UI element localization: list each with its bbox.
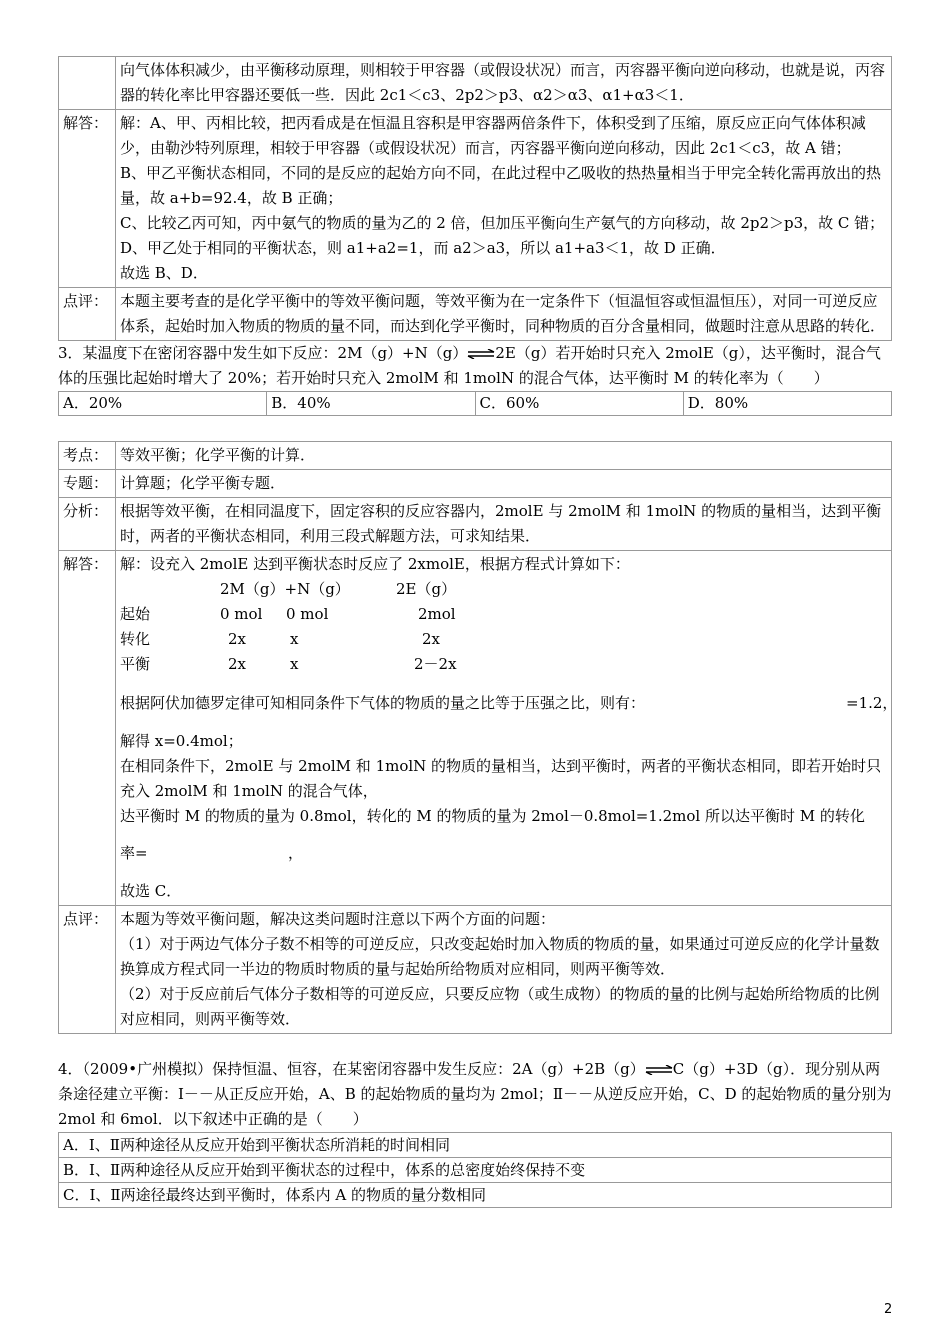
jieda-label: 解答： (59, 551, 116, 906)
initial-m: 0 mol (220, 605, 263, 623)
q3-stem-a: 3．某温度下在密闭容器中发生如下反应：2M（g）+N（g） (58, 344, 468, 362)
comment-content: 本题主要考查的是化学平衡中的等效平衡问题，等效平衡为在一定条件下（恒温恒容或恒温恒压），对同一可逆反应体系，起始时加入物质的物质的量不同，而达到化学平衡时，同种物质的百分含量相同，做题时注意从思路的转化． (116, 288, 892, 341)
solve-line: 解得 x=0.4mol； (120, 732, 243, 750)
equilibrium-m: 2x (228, 655, 247, 673)
dianping-content (116, 906, 892, 1034)
page-number: 2 (884, 1302, 893, 1317)
q2-solution-table (58, 56, 892, 341)
initial-e: 2mol (418, 605, 456, 623)
q4-option-c[interactable]: C．Ⅰ、Ⅱ两途径最终达到平衡时，体系内 A 的物质的量分数相同 (59, 1183, 892, 1208)
kaodian-label: 考点： (59, 442, 116, 470)
dianping-line-intro: 本题为等效平衡问题，解决这类问题时注意以下两个方面的问题： (120, 910, 556, 928)
answer-choice: 故选 B、D． (120, 264, 208, 282)
fenxi-label: 分析： (59, 498, 116, 551)
row-name-equilibrium: 平衡 (120, 655, 151, 673)
kaodian-content: 等效平衡；化学平衡的计算． (116, 442, 892, 470)
q4-stem-a: 4．（2009•广州模拟）保持恒温、恒容，在某密闭容器中发生反应：2A（g）+2B（g） (58, 1060, 645, 1078)
jieda-content (116, 551, 898, 906)
eq-reactants: 2M（g）+N（g） (220, 580, 350, 598)
row-name-change: 转化 (120, 630, 151, 648)
q3-option-b[interactable]: B．40% (267, 392, 475, 416)
page-content (58, 56, 898, 1208)
choose-line: 故选 C． (120, 882, 182, 900)
q4-option-b[interactable]: B．Ⅰ、Ⅱ两种途径从反应开始到平衡状态的过程中，体系的总密度始终保持不变 (59, 1158, 892, 1183)
zhuanti-label: 专题： (59, 470, 116, 498)
avogadro-line (120, 677, 898, 729)
three-stage-table (120, 577, 887, 677)
rate-text: 率= (120, 844, 148, 862)
q3-option-d[interactable]: D．80% (683, 392, 891, 416)
q4-options (58, 1132, 892, 1208)
q3-stem-b: 2E（g）若开始时只充入 2molE（g），达平衡时，混合气体的压强比起始时增大了 20%；若开始时只充入 2molM 和 1molN 的混合气体，达平衡时 M 的转化率为（ ） (58, 344, 881, 387)
avogadro-text: 根据阿伏加德罗定律可知相同条件下气体的物质的量之比等于压强之比，则有： (120, 694, 646, 712)
equilibrium-n: x (290, 655, 299, 673)
q3-stem (58, 341, 892, 391)
row-name-initial: 起始 (120, 605, 151, 623)
initial-n: 0 mol (286, 605, 329, 623)
answer-label: 解答： (59, 110, 116, 288)
blank-label (59, 57, 116, 110)
ratio-value: =1.2， (846, 694, 898, 712)
answer-line-b: B、甲乙平衡状态相同，不同的是反应的起始方向不同，在此过程中乙吸收的热热量相当于甲完全转化需再放出的热量，故 a+b=92.4，故 B 正确； (120, 164, 882, 207)
q3-solution-table (58, 441, 898, 1034)
jieda-intro: 解：设充入 2molE 达到平衡状态时反应了 2xmolE，根据方程式计算如下： (120, 555, 630, 573)
dianping-line-2: （2）对于反应前后气体分子数相等的可逆反应，只要反应物（或生成物）的物质的量的比例与起始所给物质的比例对应相同，则两平衡等效． (120, 985, 880, 1028)
q3-option-a[interactable]: A．20% (59, 392, 267, 416)
analysis-continuation: 向气体体积减少，由平衡移动原理，则相较于甲容器（或假设状况）而言，丙容器平衡向逆向移动，也就是说，丙容器的转化率比甲容器还要低一些．因此 2c1＜c3、2p2＞p3、α2＞α3、α1+α3＜1． (116, 57, 892, 110)
reach-line: 达平衡时 M 的物质的量为 0.8mol，转化的 M 的物质的量为 2mol－0.8mol=1.2mol 所以达平衡时 M 的转化 (120, 807, 865, 825)
same-condition-line: 在相同条件下，2molE 与 2molM 和 1molN 的物质的量相当，达到平衡时，两者的平衡状态相同，即若开始时只充入 2molM 和 1molN 的混合气体， (120, 757, 882, 800)
q4-option-a[interactable]: A．Ⅰ、Ⅱ两种途径从反应开始到平衡状态所消耗的时间相同 (59, 1133, 892, 1158)
equilibrium-e: 2－2x (414, 655, 457, 673)
answer-line-a: 解：A、甲、丙相比较，把丙看成是在恒温且容积是甲容器两倍条件下，体积受到了压缩，原反应正向气体体积减少，由勒沙特列原理，相较于甲容器（或假设状况）而言，丙容器平衡向逆向移动，因此 2c1＜c3，故 A 错； (120, 114, 866, 157)
answer-line-c: C、比较乙丙可知，丙中氨气的物质的量为乙的 2 倍，但加压平衡向生产氨气的方向移动，故 2p2＞p3，故 C 错； (120, 214, 885, 232)
fenxi-content: 根据等效平衡，在相同温度下，固定容积的反应容器内，2molE 与 2molM 和 1molN 的物质的量相当，达到平衡时，两者的平衡状态相同，利用三段式解题方法，可求知结果． (116, 498, 892, 551)
answer-content (116, 110, 892, 288)
answer-line-d: D、甲乙处于相同的平衡状态，则 a1+a2=1，而 a2＞a3，所以 a1+a3＜1，故 D 正确． (120, 239, 726, 257)
change-e: 2x (422, 630, 441, 648)
change-n: x (290, 630, 299, 648)
equilibrium-arrow-icon (467, 349, 495, 359)
eq-product: 2E（g） (396, 580, 457, 598)
q3-option-c[interactable]: C．60% (475, 392, 683, 416)
q3-options (58, 391, 892, 416)
rate-line (120, 829, 887, 879)
change-m: 2x (228, 630, 247, 648)
comment-label: 点评： (59, 288, 116, 341)
q4-stem (58, 1057, 892, 1132)
rate-comma: ， (288, 844, 304, 862)
equilibrium-arrow-icon (645, 1065, 673, 1075)
zhuanti-content: 计算题；化学平衡专题． (116, 470, 892, 498)
q4-stem-b: C（g）+3D（g）．现分别从两条途径建立平衡：Ⅰ－－从正反应开始，A、B 的起始物质的量均为 2mol；Ⅱ－－从逆反应开始，C、D 的起始物质的量分别为 2mol 和 6mol．以下叙述中正确的是（ ） (58, 1060, 892, 1128)
dianping-line-1: （1）对于两边气体分子数不相等的可逆反应，只改变起始时加入物质的物质的量，如果通过可逆反应的化学计量数换算成方程式同一半边的物质时物质的量与起始所给物质对应相同，则两平衡等效． (120, 935, 880, 978)
dianping-label: 点评： (59, 906, 116, 1034)
